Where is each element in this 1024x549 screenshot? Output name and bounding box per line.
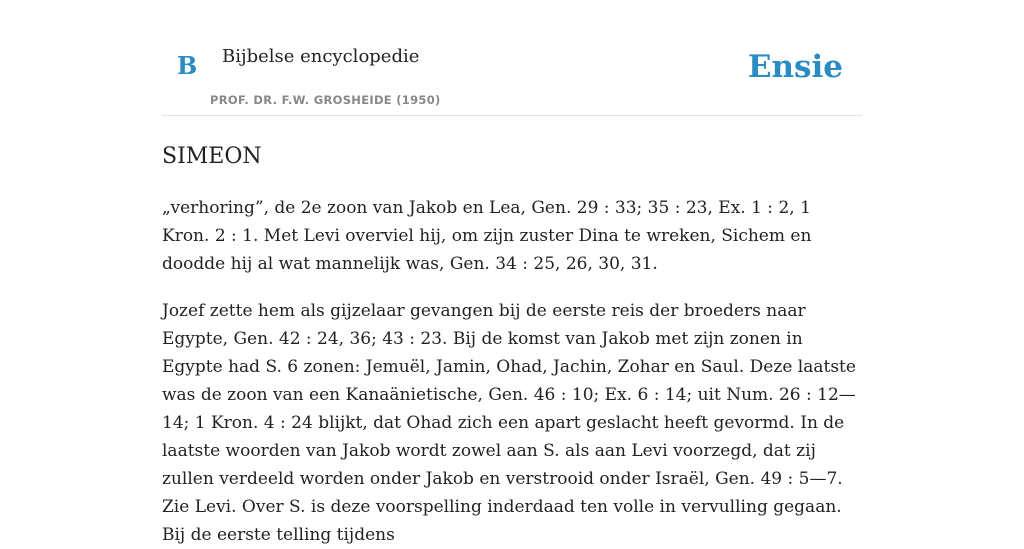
article-paragraph: Jozef zette hem als gijzelaar gevangen bij de eerste reis der broeders naar Egypte, Gen. 42 : 24, 36; 43 : 23. Bij de komst van Jakob met zijn zonen in Egypte had S. 6 zonen: Jemuël, Jamin, Ohad, Jachin, Zohar en Saul. Deze laatste was de zoon van een Kanaänietische, Gen. 46 : 10; Ex. 6 : 14; uit Num. 26 : 12—14; 1 Kron. 4 : 24 blijkt, dat Ohad zich een apart geslacht heeft gevormd. In de laatste woorden van Jakob wordt zowel aan S. als aan Levi voorzegd, dat zij zullen verdeeld worden onder Jakob en verstrooid onder Israël, Gen. 49 : 5—7. Zie Levi. Over S. is deze voorspelling inderdaad ten volle in vervulling gegaan. Bij de eerste telling tijdens [162, 301, 856, 546]
article-paragraph: „verhoring”, de 2e zoon van Jakob en Lea, Gen. 29 : 33; 35 : 23, Ex. 1 : 2, 1 Kron. 2 : 1. Met Levi overviel hij, om zijn zuster Dina te wreken, Sichem en doodde hij al wat mannelijk was, Gen. 34 : 25, 26, 30, 31. [162, 198, 812, 275]
book-header [162, 0, 862, 116]
book-logo-letter[interactable]: B [177, 51, 198, 80]
article-title: SIMEON [162, 144, 262, 169]
book-author: PROF. DR. F.W. GROSHEIDE (1950) [210, 93, 441, 107]
article-page [162, 0, 862, 549]
book-title-link[interactable]: Bijbelse encyclopedie [222, 46, 420, 67]
ensie-logo[interactable]: Ensie [747, 49, 843, 85]
